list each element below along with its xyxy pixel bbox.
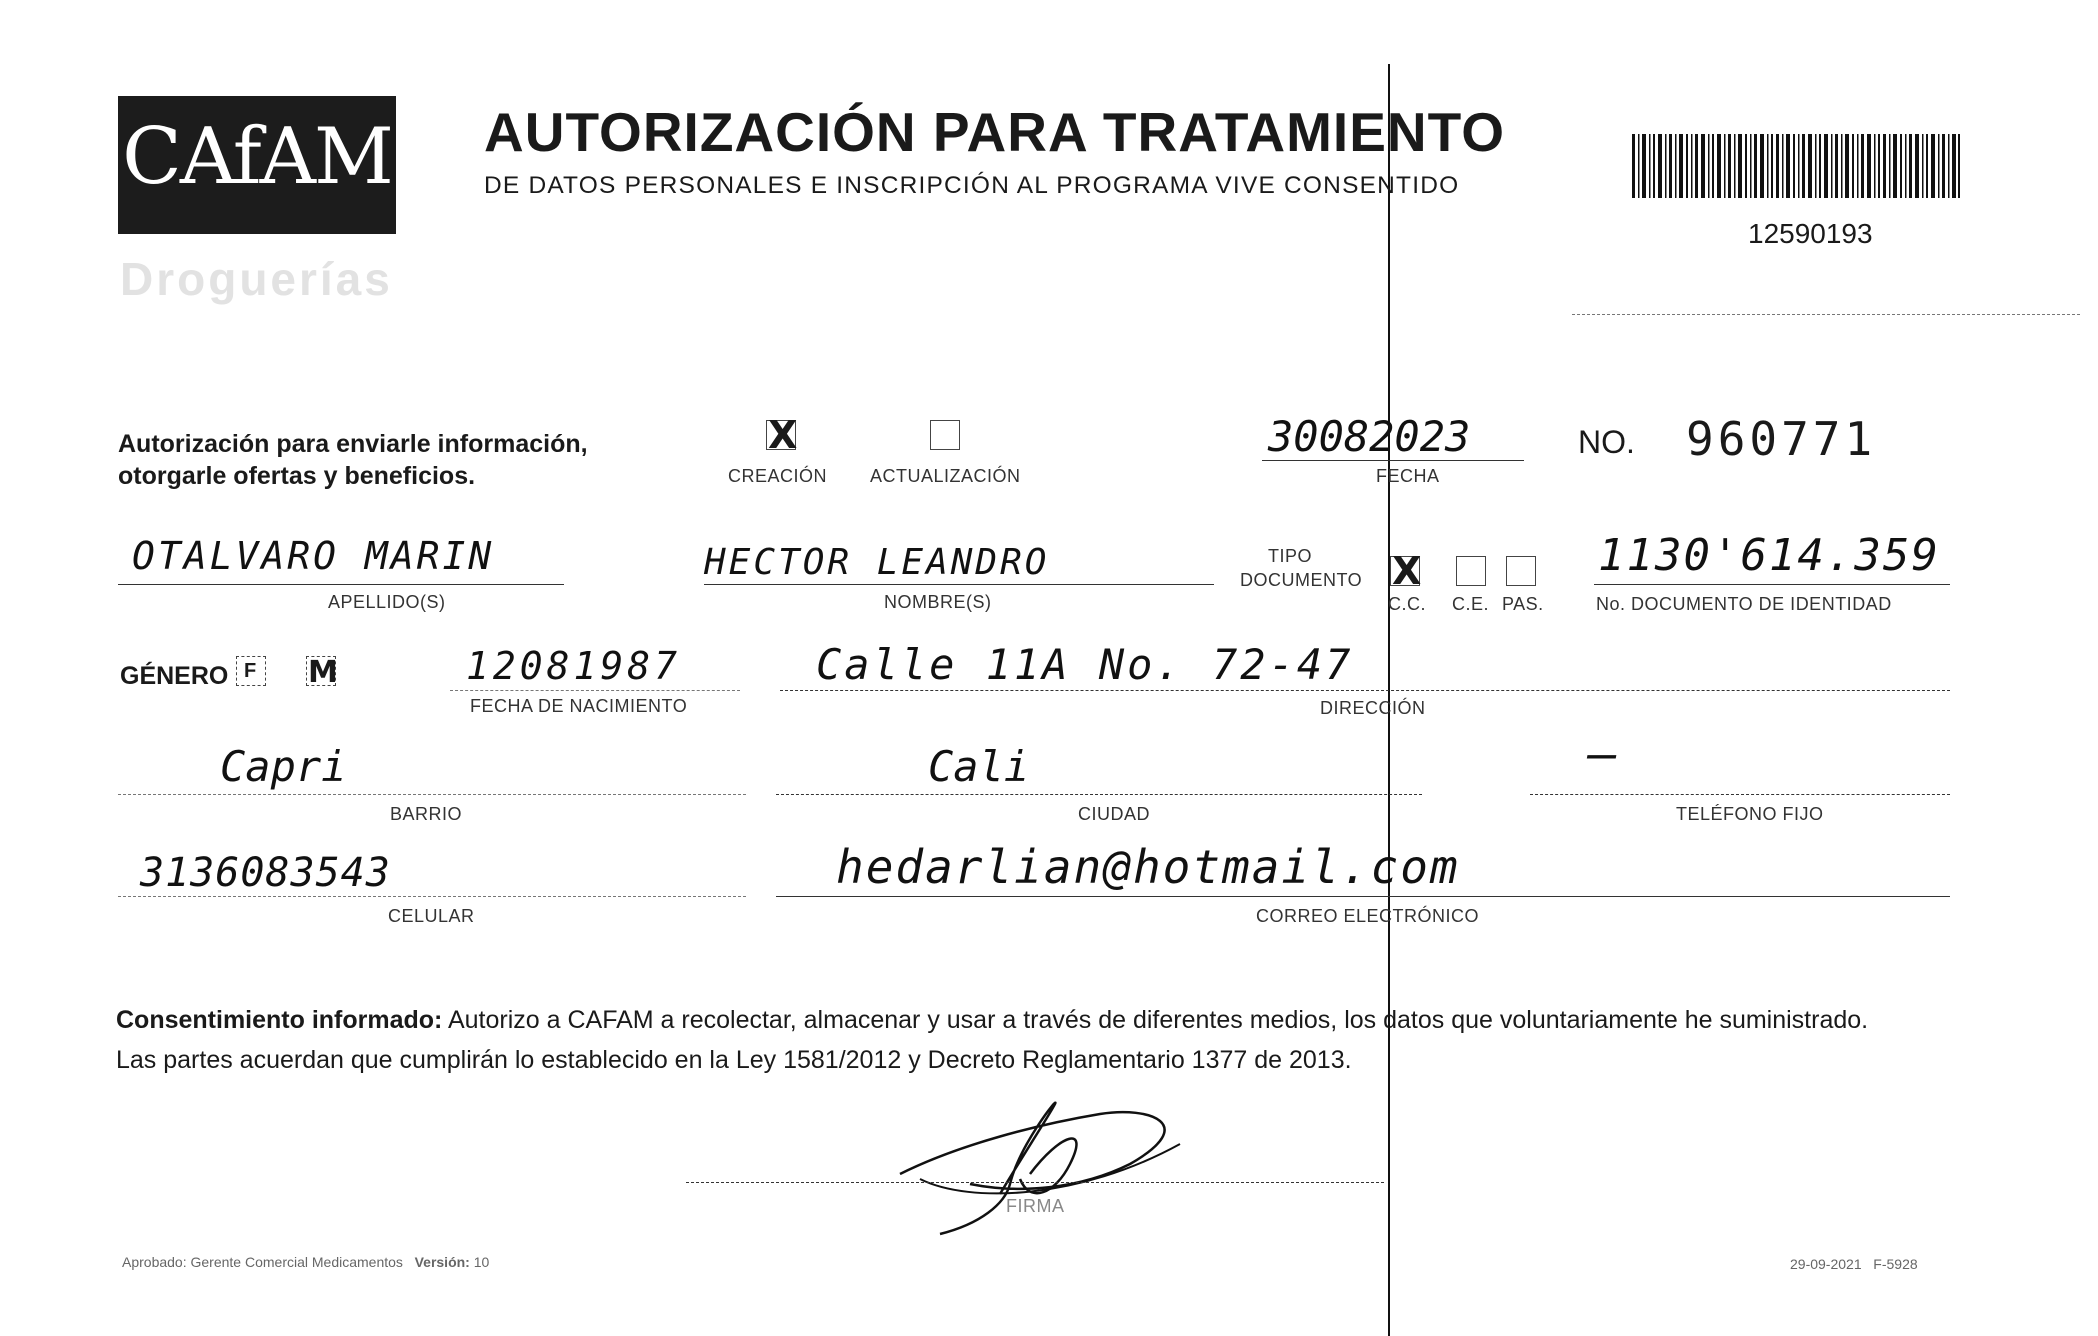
date-line [1262, 460, 1524, 461]
phone-value: — [1588, 726, 1617, 782]
footer-form-code: F-5928 [1873, 1256, 1918, 1272]
creation-mark: X [768, 413, 798, 457]
names-value: HECTOR LEANDRO [704, 542, 1050, 583]
doc-type-label-2: DOCUMENTO [1240, 570, 1363, 590]
barrio-label: BARRIO [390, 804, 463, 824]
doc-number-value: 1130'614.359 [1598, 530, 1940, 581]
mobile-line [118, 896, 746, 897]
names-line [704, 584, 1214, 585]
birth-date-value: 12081987 [466, 644, 682, 688]
approved-footer [122, 1254, 489, 1270]
address-value: Calle 11A No. 72-47 [816, 640, 1354, 689]
ce-label: C.E. [1452, 594, 1490, 614]
intro-line-1: Autorización para enviarle información, [118, 430, 588, 458]
city-line [776, 794, 1422, 795]
consent-line-1 [116, 1000, 1976, 1040]
consent-line-2: Las partes acuerdan que cumplirán lo establecido en la Ley 1581/2012 y Decreto Reglamentario 1377 de 2013. [116, 1046, 1352, 1074]
surnames-value: OTALVARO MARIN [132, 534, 495, 578]
logo-subtitle: Droguerías [120, 253, 393, 305]
date-code-footer [1790, 1256, 1918, 1272]
date-value: 30082023 [1268, 412, 1471, 461]
phone-line [1530, 794, 1950, 795]
address-label: DIRECCIÓN [1320, 698, 1426, 718]
document-code: 12590193 [1748, 218, 1873, 249]
city-label: CIUDAD [1078, 804, 1151, 824]
barcode [1632, 134, 1960, 198]
address-line [780, 690, 1950, 691]
surnames-label: APELLIDO(S) [328, 592, 446, 612]
cc-mark: X [1392, 549, 1422, 593]
ce-checkbox[interactable] [1456, 556, 1486, 586]
footer-date-code: 29-09-2021 [1790, 1256, 1862, 1272]
doc-number-line [1594, 584, 1950, 585]
date-label: FECHA [1376, 466, 1440, 486]
city-value: Cali [928, 742, 1030, 791]
email-value: hedarlian@hotmail.com [836, 840, 1460, 894]
approved-label: Aprobado: [122, 1254, 187, 1270]
signature-label: FIRMA [1006, 1196, 1065, 1216]
approved-value: Gerente Comercial Medicamentos [190, 1254, 403, 1270]
mobile-label: CELULAR [388, 906, 475, 926]
surnames-line [118, 584, 564, 585]
barrio-line [118, 794, 746, 795]
phone-label: TELÉFONO FIJO [1676, 804, 1824, 824]
gender-f-label: F [244, 660, 257, 682]
barrio-value: Capri [220, 742, 347, 791]
consent-text-1: Autorizo a CAFAM a recolectar, almacenar y usar a través de diferentes medios, los datos que voluntariamente he suministrado. [442, 1006, 1869, 1034]
signature-line [686, 1182, 1384, 1183]
intro-line-2: otorgarle ofertas y beneficios. [118, 462, 476, 490]
gender-m-mark: M [308, 655, 338, 690]
number-label: NO. [1578, 424, 1635, 460]
update-checkbox[interactable] [930, 420, 960, 450]
pas-checkbox[interactable] [1506, 556, 1536, 586]
consent-lead: Consentimiento informado: [116, 1006, 443, 1034]
version-value: 10 [473, 1254, 490, 1270]
update-label: ACTUALIZACIÓN [870, 466, 1021, 486]
header-divider [1572, 314, 2080, 315]
cc-label: C.C. [1388, 594, 1426, 614]
email-line [776, 896, 1950, 897]
email-label: CORREO ELECTRÓNICO [1256, 906, 1480, 926]
names-label: NOMBRE(S) [884, 592, 992, 612]
form-subtitle: DE DATOS PERSONALES E INSCRIPCIÓN AL PROGRAMA VIVE CONSENTIDO [484, 172, 1460, 199]
form-title: AUTORIZACIÓN PARA TRATAMIENTO [484, 101, 1505, 163]
creation-label: CREACIÓN [728, 466, 828, 486]
doc-number-label: No. DOCUMENTO DE IDENTIDAD [1596, 594, 1892, 614]
pas-label: PAS. [1502, 594, 1544, 614]
birth-date-label: FECHA DE NACIMIENTO [470, 696, 688, 716]
doc-type-label-1: TIPO [1268, 546, 1313, 566]
birth-date-line [450, 690, 740, 691]
gender-label: GÉNERO [120, 662, 229, 690]
logo-text: CAfAM [122, 112, 392, 202]
version-label: Versión: [414, 1254, 470, 1270]
signature-image [880, 1084, 1220, 1244]
form-number: 960771 [1686, 412, 1877, 466]
mobile-value: 3136083543 [140, 850, 391, 896]
consent-text [116, 1000, 1976, 1080]
